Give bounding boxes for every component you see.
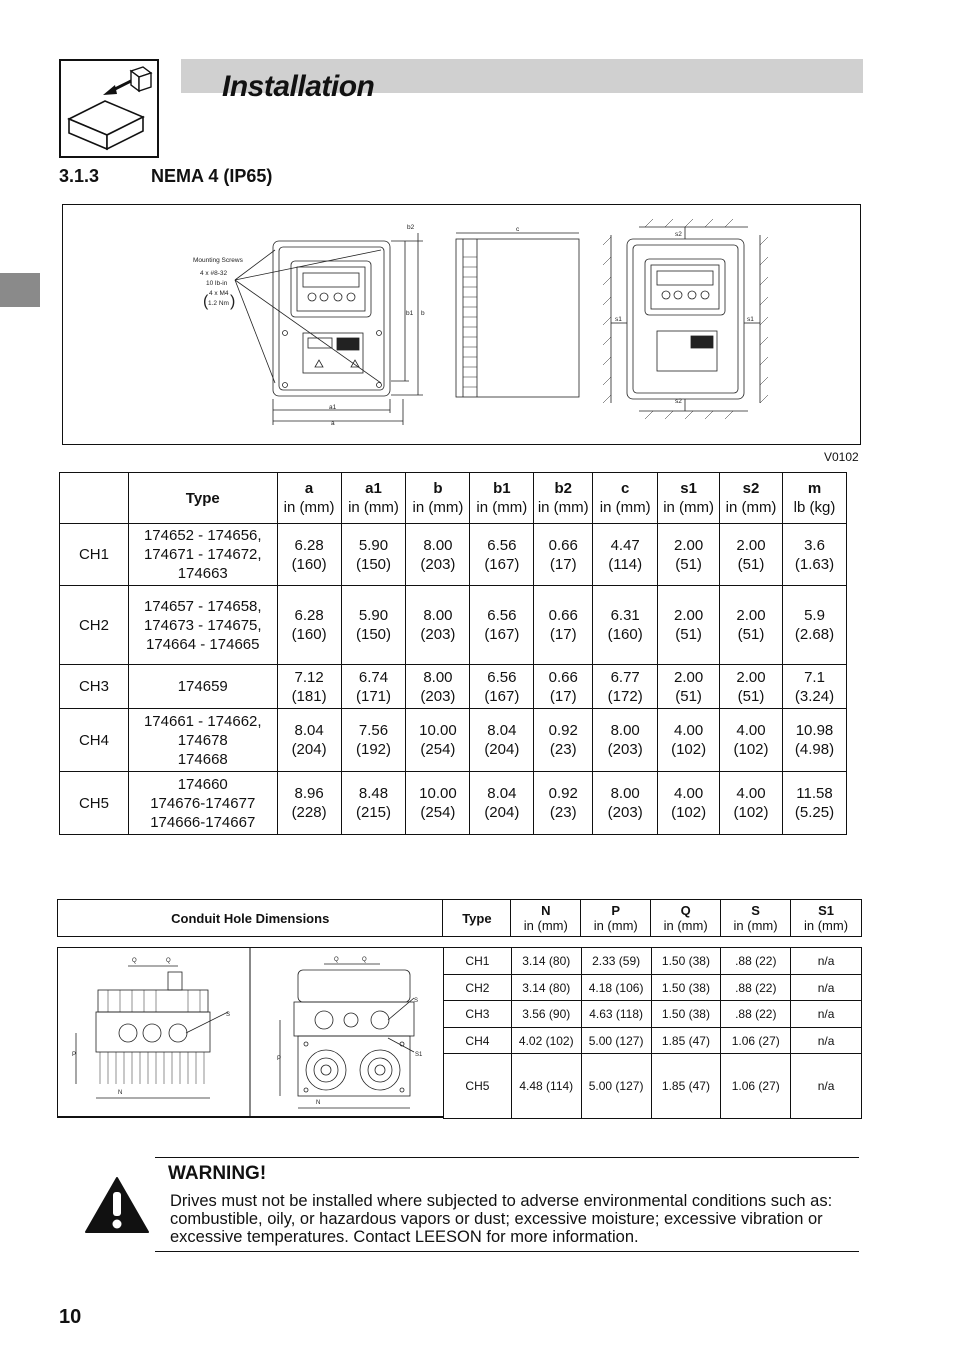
cell-b <box>406 524 470 586</box>
conduit-type: CH2 <box>444 975 512 1001</box>
value-inches: 6.28 <box>294 607 324 624</box>
cell-b1 <box>470 665 534 709</box>
label-b1: b1 <box>406 310 414 317</box>
value-inches: 11.58 <box>796 785 833 802</box>
conduit-row-ch3 <box>444 1001 862 1028</box>
value-inches: 6.74 <box>358 668 389 686</box>
conduit-row-ch5 <box>444 1054 862 1119</box>
fig-label-q1: Q <box>132 958 137 964</box>
label-a1: a1 <box>329 404 337 411</box>
row-id: CH1 <box>60 524 129 586</box>
cell-b2 <box>534 772 593 835</box>
warning-rule-bottom <box>155 1251 859 1252</box>
value-inches: 4.47 <box>610 536 640 554</box>
cell-s1 <box>658 772 720 835</box>
value-inches: 0.66 <box>548 536 578 554</box>
cell-b <box>406 586 470 665</box>
figure-code: V0102 <box>824 450 859 464</box>
warning-rule-top <box>155 1157 859 1158</box>
conduit-title: Conduit Hole Dimensions <box>58 900 443 937</box>
row-types <box>128 665 277 709</box>
value-metric: (171) <box>355 687 392 705</box>
cell-a <box>277 586 341 665</box>
type-number: 174668 <box>177 750 228 768</box>
dimensions-row-ch2 <box>60 586 847 665</box>
header-a: a in (mm) <box>277 473 341 524</box>
row-types <box>128 772 277 835</box>
type-number: 174664 - 174665 <box>146 635 260 653</box>
conduit-cell-s: .88 (22) <box>721 975 791 1001</box>
type-number: 174652 - 174656, <box>143 527 262 544</box>
row-id: CH5 <box>60 772 129 835</box>
value-metric: (167) <box>484 555 520 573</box>
value-metric: (160) <box>291 555 327 573</box>
value-metric: (102) <box>733 741 769 758</box>
value-metric: (51) <box>737 555 765 573</box>
conduit-cell-s1: n/a <box>791 1001 862 1028</box>
conduit-table <box>443 947 862 1119</box>
type-number: 174659 <box>177 678 228 695</box>
value-metric: (2.68) <box>794 626 835 643</box>
dimensions-header-row <box>60 473 847 524</box>
cell-m <box>782 772 846 835</box>
conduit-cell-p: 5.00 (127) <box>581 1028 651 1054</box>
cell-b <box>406 709 470 772</box>
installation-icon-frame <box>59 59 159 158</box>
value-metric: (102) <box>671 804 707 821</box>
value-metric: (51) <box>675 687 702 705</box>
cell-a <box>277 772 341 835</box>
fig-label-q3: Q <box>334 957 339 963</box>
value-metric: (51) <box>675 626 702 643</box>
value-metric: (150) <box>355 555 392 573</box>
value-inches: 4.00 <box>674 722 704 739</box>
conduit-type: CH4 <box>444 1028 512 1054</box>
conduit-header-q: Q in (mm) <box>651 900 721 937</box>
value-inches: 8.00 <box>423 607 453 624</box>
label-s1-right: s1 <box>747 316 754 323</box>
fig-label-q4: Q <box>362 957 367 963</box>
conduit-header-s1: S1 in (mm) <box>791 900 862 937</box>
fig-label-s: S <box>226 1012 231 1018</box>
value-inches: 0.92 <box>548 722 578 739</box>
value-inches: 7.56 <box>358 722 389 739</box>
value-metric: (51) <box>737 626 765 643</box>
value-inches: 8.00 <box>423 536 453 554</box>
value-metric: (4.98) <box>794 741 835 758</box>
header-s1: s1 in (mm) <box>658 473 720 524</box>
cell-a <box>277 709 341 772</box>
type-number: 174678 <box>177 731 228 749</box>
conduit-cell-n: 3.14 (80) <box>511 948 581 975</box>
header-b2: b2 in (mm) <box>534 473 593 524</box>
value-metric: (181) <box>291 687 327 705</box>
cell-s1 <box>658 709 720 772</box>
label-b: b <box>421 310 425 317</box>
type-number: 174673 - 174675, <box>143 616 262 634</box>
value-metric: (167) <box>484 687 520 705</box>
page-title: Installation <box>222 70 375 103</box>
conduit-cell-n: 3.14 (80) <box>511 975 581 1001</box>
dimension-drawing <box>62 204 861 445</box>
row-id: CH2 <box>60 586 129 665</box>
value-metric: (23) <box>549 741 577 758</box>
type-number: 174660 <box>177 775 228 793</box>
cell-s2 <box>720 524 783 586</box>
type-number: 174661 - 174662, <box>143 712 262 730</box>
conduit-cell-q: 1.50 (38) <box>651 975 721 1001</box>
value-metric: (254) <box>420 804 456 821</box>
conduit-hole-sketches <box>58 948 443 1117</box>
dimensions-row-ch1 <box>60 524 847 586</box>
label-s1-left: s1 <box>615 316 622 323</box>
conduit-type: CH5 <box>444 1054 512 1119</box>
label-mounting-screws: Mounting Screws <box>193 257 243 264</box>
cell-s1 <box>658 524 720 586</box>
section-title: NEMA 4 (IP65) <box>151 166 273 186</box>
cell-s2 <box>720 665 783 709</box>
warning-heading: WARNING! <box>168 1163 267 1184</box>
cell-a1 <box>341 709 406 772</box>
value-inches: 4.00 <box>674 785 704 802</box>
value-metric: (17) <box>549 687 577 705</box>
conduit-header-p: P in (mm) <box>581 900 651 937</box>
conduit-cell-n: 4.48 (114) <box>511 1054 581 1119</box>
value-inches: 6.56 <box>487 536 517 554</box>
value-inches: 8.04 <box>487 785 517 802</box>
cell-c <box>593 772 658 835</box>
fig-label-s-right: S <box>414 998 419 1004</box>
cell-a1 <box>341 665 406 709</box>
cell-c <box>593 709 658 772</box>
value-metric: (204) <box>291 741 327 758</box>
value-metric: (204) <box>484 804 520 821</box>
value-inches: 3.6 <box>804 536 825 554</box>
cell-c <box>593 586 658 665</box>
conduit-header-type: Type <box>443 900 511 937</box>
cell-b2 <box>534 586 593 665</box>
conduit-header-n: N in (mm) <box>511 900 581 937</box>
cell-b <box>406 772 470 835</box>
value-inches: 2.00 <box>736 668 766 686</box>
value-metric: (192) <box>355 741 392 758</box>
conduit-cell-s: .88 (22) <box>721 1001 791 1028</box>
value-metric: (228) <box>291 804 327 821</box>
value-inches: 7.12 <box>294 668 324 686</box>
value-inches: 8.04 <box>294 722 324 739</box>
warning-icon <box>84 1176 150 1234</box>
conduit-row-ch2 <box>444 975 862 1001</box>
conduit-cell-q: 1.50 (38) <box>651 948 721 975</box>
dimensions-row-ch4 <box>60 709 847 772</box>
cell-s2 <box>720 586 783 665</box>
page-number: 10 <box>59 1306 82 1328</box>
value-inches: 7.1 <box>804 668 825 686</box>
value-inches: 4.00 <box>736 722 766 739</box>
value-inches: 5.9 <box>804 607 825 624</box>
value-inches: 8.04 <box>487 722 517 739</box>
value-metric: (203) <box>420 687 456 705</box>
value-metric: (215) <box>355 804 392 821</box>
label-c: c <box>516 226 520 233</box>
conduit-header-s: S in (mm) <box>721 900 791 937</box>
dimensions-row-ch3 <box>60 665 847 709</box>
value-metric: (203) <box>607 804 643 821</box>
cell-s2 <box>720 772 783 835</box>
conduit-cell-p: 4.18 (106) <box>581 975 651 1001</box>
fig-label-q2: Q <box>166 958 171 964</box>
conduit-cell-n: 3.56 (90) <box>511 1001 581 1028</box>
conduit-type: CH3 <box>444 1001 512 1028</box>
row-types <box>128 586 277 665</box>
cell-m <box>782 586 846 665</box>
label-torque-nm: 1.2 Nm <box>208 300 229 307</box>
value-inches: 8.96 <box>294 785 324 802</box>
conduit-cell-p: 4.63 (118) <box>581 1001 651 1028</box>
value-metric: (167) <box>484 626 520 643</box>
svg-text:): ) <box>230 293 236 310</box>
conduit-cell-s: .88 (22) <box>721 948 791 975</box>
chapter-tab <box>0 273 40 307</box>
conduit-header-row <box>58 900 862 937</box>
header-s2: s2 in (mm) <box>720 473 783 524</box>
value-metric: (203) <box>420 555 456 573</box>
value-metric: (203) <box>420 626 456 643</box>
fig-label-n: N <box>118 1090 123 1096</box>
header-type: Type <box>128 473 277 524</box>
cell-b2 <box>534 524 593 586</box>
row-types <box>128 709 277 772</box>
header-c: c in (mm) <box>593 473 658 524</box>
value-inches: 6.31 <box>610 607 640 624</box>
cell-m <box>782 524 846 586</box>
cell-m <box>782 709 846 772</box>
value-metric: (160) <box>607 626 643 643</box>
cell-b2 <box>534 665 593 709</box>
cell-a1 <box>341 524 406 586</box>
conduit-cell-s: 1.06 (27) <box>721 1054 791 1119</box>
cell-b1 <box>470 709 534 772</box>
cell-a1 <box>341 586 406 665</box>
value-inches: 10.00 <box>419 785 457 802</box>
value-inches: 5.90 <box>358 536 389 554</box>
value-metric: (254) <box>420 741 456 758</box>
cell-m <box>782 665 846 709</box>
value-metric: (102) <box>671 741 707 758</box>
warning-text: Drives must not be installed where subjected to adverse environmental conditions such as: combustible, oily, or hazardous vapors or dust; excessive moisture; excessive vibration or excessive temperatures. Contact LEESON for more information. <box>170 1192 833 1246</box>
value-metric: (160) <box>291 626 327 643</box>
value-inches: 2.00 <box>674 668 704 686</box>
cell-a <box>277 524 341 586</box>
value-inches: 8.00 <box>423 668 453 686</box>
value-metric: (114) <box>608 555 643 573</box>
value-inches: 0.92 <box>548 785 578 802</box>
value-inches: 8.48 <box>358 785 389 802</box>
value-metric: (51) <box>737 687 765 705</box>
conduit-cell-q: 1.50 (38) <box>651 1001 721 1028</box>
conduit-cell-s: 1.06 (27) <box>721 1028 791 1054</box>
conduit-cell-q: 1.85 (47) <box>651 1028 721 1054</box>
fig-label-n-right: N <box>316 1100 321 1106</box>
value-inches: 5.90 <box>358 607 389 624</box>
cell-s1 <box>658 586 720 665</box>
conduit-hole-drawings <box>57 947 443 1118</box>
value-inches: 0.66 <box>548 607 578 624</box>
section-number: 3.1.3 <box>59 166 100 186</box>
value-metric: (17) <box>549 555 577 573</box>
cell-a <box>277 665 341 709</box>
value-inches: 2.00 <box>674 607 704 624</box>
cell-b1 <box>470 772 534 835</box>
conduit-cell-s1: n/a <box>791 1054 862 1119</box>
label-screw-spec: 4 x #8-32 <box>200 270 228 277</box>
row-id: CH4 <box>60 709 129 772</box>
cell-c <box>593 665 658 709</box>
value-metric: (172) <box>607 687 643 705</box>
cell-b2 <box>534 709 593 772</box>
conduit-cell-p: 2.33 (59) <box>581 948 651 975</box>
header-a1: a1 in (mm) <box>341 473 406 524</box>
conduit-row-ch4 <box>444 1028 862 1054</box>
value-inches: 10.00 <box>419 722 457 739</box>
cell-b1 <box>470 524 534 586</box>
svg-text:(: ( <box>203 293 209 310</box>
row-types <box>128 524 277 586</box>
cell-s2 <box>720 709 783 772</box>
value-metric: (5.25) <box>794 804 835 821</box>
header-blank <box>60 473 129 524</box>
header-m: m lb (kg) <box>782 473 846 524</box>
drive-outline-drawing <box>63 205 860 444</box>
value-metric: (150) <box>355 626 392 643</box>
value-inches: 2.00 <box>736 607 766 624</box>
conduit-cell-s1: n/a <box>791 1028 862 1054</box>
value-metric: (1.63) <box>794 555 835 573</box>
conduit-cell-q: 1.85 (47) <box>651 1054 721 1119</box>
fig-label-p: P <box>72 1052 77 1058</box>
value-inches: 2.00 <box>674 536 704 554</box>
type-number: 174663 <box>177 565 228 582</box>
value-inches: 2.00 <box>736 536 766 554</box>
cell-b <box>406 665 470 709</box>
label-s2-bottom: s2 <box>675 398 682 405</box>
value-metric: (51) <box>675 555 702 573</box>
conduit-cell-p: 5.00 (127) <box>581 1054 651 1119</box>
header-b1: b1 in (mm) <box>470 473 534 524</box>
row-id: CH3 <box>60 665 129 709</box>
conduit-cell-n: 4.02 (102) <box>511 1028 581 1054</box>
conduit-type: CH1 <box>444 948 512 975</box>
value-inches: 8.00 <box>610 722 640 739</box>
value-inches: 10.98 <box>795 722 834 739</box>
type-number: 174657 - 174658, <box>143 597 262 615</box>
label-screw-metric: 4 x M4 <box>209 290 229 297</box>
value-inches: 6.77 <box>610 668 640 686</box>
conduit-cell-s1: n/a <box>791 975 862 1001</box>
cell-c <box>593 524 658 586</box>
label-b2: b2 <box>407 224 415 231</box>
value-metric: (203) <box>607 741 643 758</box>
label-s2-top: s2 <box>675 231 682 238</box>
value-inches: 6.56 <box>487 668 517 686</box>
fig-label-s1: S1 <box>415 1052 423 1058</box>
cell-s1 <box>658 665 720 709</box>
conduit-table-header <box>57 899 862 937</box>
value-inches: 8.00 <box>610 785 640 802</box>
cell-a1 <box>341 772 406 835</box>
fig-label-p-right: P <box>277 1056 282 1062</box>
conduit-cell-s1: n/a <box>791 948 862 975</box>
header-b: b in (mm) <box>406 473 470 524</box>
cell-b1 <box>470 586 534 665</box>
dimensions-row-ch5 <box>60 772 847 835</box>
type-number: 174676-174677 <box>150 794 256 812</box>
type-number: 174671 - 174672, <box>143 546 262 563</box>
value-metric: (204) <box>484 741 520 758</box>
conduit-row-ch1 <box>444 948 862 975</box>
clearance-view-body <box>627 239 744 399</box>
value-inches: 0.66 <box>548 668 578 686</box>
value-inches: 6.28 <box>294 536 324 554</box>
label-torque-in: 10 lb-in <box>206 280 228 287</box>
type-number: 174666-174667 <box>150 813 256 831</box>
value-metric: (23) <box>549 804 577 821</box>
side-view-body <box>456 239 579 397</box>
label-a: a <box>331 420 335 427</box>
box-placement-icon <box>61 61 157 156</box>
value-metric: (17) <box>549 626 577 643</box>
value-metric: (102) <box>733 804 769 821</box>
value-inches: 6.56 <box>487 607 517 624</box>
dimensions-table <box>59 472 847 835</box>
value-metric: (3.24) <box>794 687 835 705</box>
value-inches: 4.00 <box>736 785 766 802</box>
